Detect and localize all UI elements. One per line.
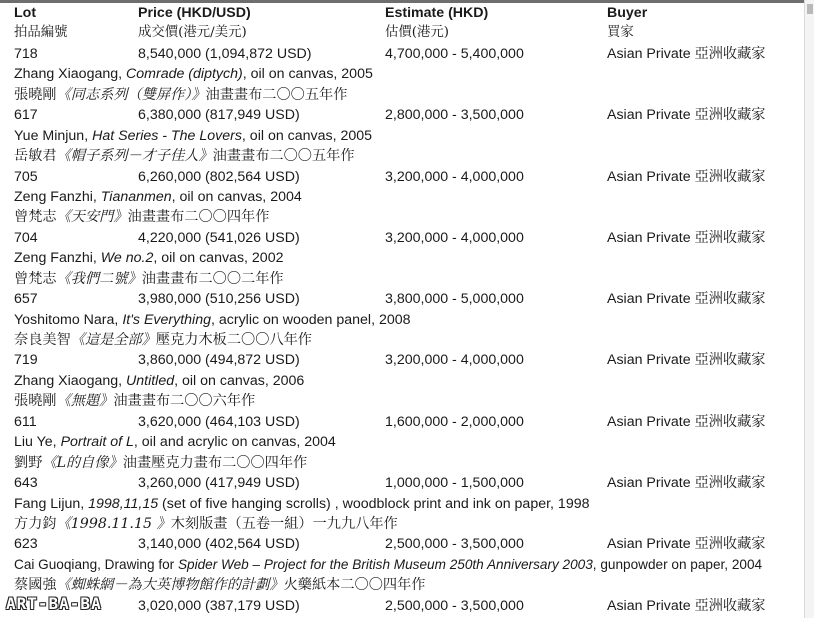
lot-number: 611 bbox=[14, 413, 37, 430]
buyer: Asian Private 亞洲收藏家 bbox=[607, 291, 766, 308]
estimate: 2,500,000 - 3,500,000 bbox=[385, 536, 524, 553]
artwork-details-zh: 油畫畫布二〇〇六年作 bbox=[113, 393, 256, 410]
lot-row bbox=[14, 105, 804, 125]
lot-number: 719 bbox=[14, 352, 38, 369]
header-row bbox=[14, 3, 804, 23]
buyer: Asian Private 亞洲收藏家 bbox=[607, 45, 766, 62]
lot-row bbox=[14, 228, 804, 248]
artwork-details-zh: 油畫畫布二〇〇四年作 bbox=[127, 209, 270, 226]
artist-zh: 曾梵志 bbox=[14, 270, 57, 287]
artwork-title-zh: 《天安門》 bbox=[56, 209, 128, 226]
artwork-details-zh: 油畫壓克力畫布二〇〇四年作 bbox=[122, 454, 308, 471]
artwork-title-zh: 《同志系列（雙屏作）》 bbox=[56, 86, 206, 103]
lot-row bbox=[14, 412, 804, 432]
artwork-title-zh: 《蜘蛛網－為大英博物館作的計劃》 bbox=[56, 577, 284, 594]
artist-zh: 張曉剛 bbox=[14, 86, 57, 103]
estimate: 1,600,000 - 2,000,000 bbox=[385, 413, 524, 430]
estimate: 3,200,000 - 4,000,000 bbox=[385, 352, 524, 369]
artwork-line-zh bbox=[14, 575, 804, 595]
artwork-line bbox=[14, 555, 804, 575]
artist: Zhang Xiaogang, bbox=[14, 372, 127, 389]
price: 3,020,000 (387,179 USD) bbox=[138, 597, 300, 614]
artwork-title: Spider Web – Project for the British Museum 250th Anniversary 2003 bbox=[177, 556, 593, 572]
lot-row bbox=[14, 289, 804, 309]
artwork-title-zh: 《1998.11.15 》 bbox=[56, 515, 171, 532]
buyer: Asian Private 亞洲收藏家 bbox=[607, 536, 766, 553]
buyer: Asian Private 亞洲收藏家 bbox=[607, 475, 766, 492]
artwork-line bbox=[14, 310, 804, 330]
price-header-zh: 成交價(港元/美元) bbox=[138, 25, 247, 41]
lot-row bbox=[14, 350, 804, 370]
artwork-line bbox=[14, 248, 804, 268]
artist: Zhang Xiaogang, bbox=[14, 66, 127, 83]
price: 3,260,000 (417,949 USD) bbox=[138, 475, 300, 492]
buyer-header: Buyer bbox=[607, 5, 648, 21]
lot-number: 617 bbox=[14, 107, 38, 124]
artist-zh: 張曉剛 bbox=[14, 393, 57, 410]
artwork-title: 1998,11,15 bbox=[88, 495, 159, 512]
artist: Zeng Fanzhi, bbox=[14, 188, 101, 205]
artwork-details: (set of five hanging scrolls) , woodblock print and ink on paper, 1998 bbox=[158, 495, 590, 512]
price-header: Price (HKD/USD) bbox=[138, 5, 251, 21]
artwork-line bbox=[14, 187, 804, 207]
estimate-header: Estimate (HKD) bbox=[385, 5, 489, 21]
lot-number: 718 bbox=[14, 45, 38, 62]
buyer: Asian Private 亞洲收藏家 bbox=[607, 597, 766, 614]
artwork-line-zh bbox=[14, 85, 804, 105]
artwork-details-zh: 壓克力木板二〇〇八年作 bbox=[155, 332, 312, 348]
lot-number: 623 bbox=[14, 536, 38, 553]
artwork-details-zh: 火藥紙本二〇〇四年作 bbox=[283, 577, 426, 594]
price: 3,140,000 (402,564 USD) bbox=[138, 536, 300, 553]
lot-number: 704 bbox=[14, 229, 38, 246]
artwork-line bbox=[14, 371, 804, 391]
lot-row bbox=[14, 44, 804, 64]
price: 3,860,000 (494,872 USD) bbox=[138, 352, 300, 369]
estimate: 4,700,000 - 5,400,000 bbox=[385, 45, 524, 62]
artist: Yue Minjun, bbox=[14, 127, 93, 144]
buyer-header-zh: 買家 bbox=[607, 25, 634, 41]
artwork-title-zh: 《無題》 bbox=[56, 393, 114, 410]
artist-zh: 岳敏君 bbox=[14, 148, 57, 165]
estimate: 2,800,000 - 3,500,000 bbox=[385, 107, 524, 124]
artwork-title: It's Everything bbox=[122, 311, 211, 328]
artwork-title: Hat Series - The Lovers bbox=[92, 127, 242, 144]
artwork-title: Untitled bbox=[126, 372, 175, 389]
estimate: 3,200,000 - 4,000,000 bbox=[385, 168, 524, 185]
artwork-line bbox=[14, 64, 804, 84]
artist-zh: 曾梵志 bbox=[14, 209, 57, 226]
buyer: Asian Private 亞洲收藏家 bbox=[607, 168, 766, 185]
lot-number: 657 bbox=[14, 291, 38, 308]
artist: Cai Guoqiang, Drawing for bbox=[14, 556, 178, 572]
artist: Zeng Fanzhi, bbox=[14, 250, 101, 267]
price: 3,980,000 (510,256 USD) bbox=[138, 291, 300, 308]
artwork-line-zh bbox=[14, 207, 804, 227]
lot-row bbox=[14, 473, 804, 493]
artwork-details: , oil and acrylic on canvas, 2004 bbox=[133, 434, 336, 451]
estimate-header-zh: 估價(港元) bbox=[385, 25, 450, 41]
lot-header-zh: 拍品編號 bbox=[14, 25, 68, 41]
artwork-line bbox=[14, 432, 804, 452]
artist-zh: 蔡國強 bbox=[14, 577, 57, 594]
artwork-line-zh bbox=[14, 330, 804, 350]
buyer: Asian Private 亞洲收藏家 bbox=[607, 413, 766, 430]
artwork-details-zh: 油畫畫布二〇〇五年作 bbox=[212, 148, 355, 165]
lot-number: 643 bbox=[14, 475, 38, 492]
artwork-details: , oil on canvas, 2006 bbox=[174, 372, 305, 389]
artwork-line-zh bbox=[14, 453, 804, 473]
artwork-line-zh bbox=[14, 514, 804, 534]
artwork-title-zh: 《這是全部》 bbox=[70, 332, 156, 348]
artist-zh: 奈良美智 bbox=[14, 332, 71, 348]
artwork-line-zh bbox=[14, 269, 804, 289]
artwork-title-zh: 《L的自像》 bbox=[42, 454, 123, 471]
price: 6,260,000 (802,564 USD) bbox=[138, 168, 300, 185]
artwork-details-zh: 油畫畫布二〇〇二年作 bbox=[141, 270, 284, 287]
header-row-zh bbox=[14, 23, 804, 43]
artwork-title: Portrait of L bbox=[60, 434, 134, 451]
artwork-line bbox=[14, 126, 804, 146]
buyer: Asian Private 亞洲收藏家 bbox=[607, 229, 766, 246]
artwork-line-zh bbox=[14, 391, 804, 411]
artist-zh: 劉野 bbox=[14, 454, 43, 471]
buyer: Asian Private 亞洲收藏家 bbox=[607, 352, 766, 369]
artwork-details: , oil on canvas, 2005 bbox=[241, 127, 373, 144]
lot-row bbox=[14, 596, 804, 616]
artwork-title: We no.2 bbox=[100, 250, 154, 267]
estimate: 1,000,000 - 1,500,000 bbox=[385, 475, 524, 492]
artwork-line bbox=[14, 494, 804, 514]
artist: Yoshitomo Nara, bbox=[14, 311, 123, 328]
artwork-details-zh: 木刻版畫（五卷一組）一九九八年作 bbox=[170, 515, 398, 532]
artwork-title: Tiananmen bbox=[100, 188, 172, 205]
estimate: 3,200,000 - 4,000,000 bbox=[385, 229, 524, 246]
artwork-line-zh bbox=[14, 146, 804, 166]
lot-header: Lot bbox=[14, 5, 37, 21]
lot-row bbox=[14, 167, 804, 187]
auction-results bbox=[14, 3, 804, 616]
lot-row bbox=[14, 534, 804, 554]
artwork-title: Comrade (diptych) bbox=[126, 66, 243, 83]
lot-number: 705 bbox=[14, 168, 38, 185]
artwork-details: , oil on canvas, 2002 bbox=[153, 250, 284, 267]
artwork-title-zh: 《帽子系列－才子佳人》 bbox=[56, 148, 213, 165]
artwork-details: , oil on canvas, 2005 bbox=[242, 66, 373, 83]
estimate: 3,800,000 - 5,000,000 bbox=[385, 291, 524, 308]
artwork-details: , acrylic on wooden panel, 2008 bbox=[210, 311, 411, 328]
estimate: 2,500,000 - 3,500,000 bbox=[385, 597, 524, 614]
artwork-title-zh: 《我們二號》 bbox=[56, 270, 142, 287]
price: 3,620,000 (464,103 USD) bbox=[138, 413, 300, 430]
price: 6,380,000 (817,949 USD) bbox=[138, 107, 300, 124]
scroll-tab[interactable] bbox=[807, 4, 813, 14]
price: 8,540,000 (1,094,872 USD) bbox=[138, 45, 312, 62]
artist: Liu Ye, bbox=[14, 434, 61, 451]
artwork-details-zh: 油畫畫布二〇〇五年作 bbox=[205, 86, 348, 103]
buyer: Asian Private 亞洲收藏家 bbox=[607, 107, 766, 124]
watermark: ART-BA-BA bbox=[6, 594, 102, 613]
artist: Fang Lijun, bbox=[14, 495, 89, 512]
artwork-details: , gunpowder on paper, 2004 bbox=[592, 556, 763, 572]
artist-zh: 方力鈞 bbox=[14, 515, 57, 532]
scrollbar[interactable] bbox=[804, 0, 814, 618]
price: 4,220,000 (541,026 USD) bbox=[138, 229, 300, 246]
artwork-details: , oil on canvas, 2004 bbox=[171, 188, 302, 205]
